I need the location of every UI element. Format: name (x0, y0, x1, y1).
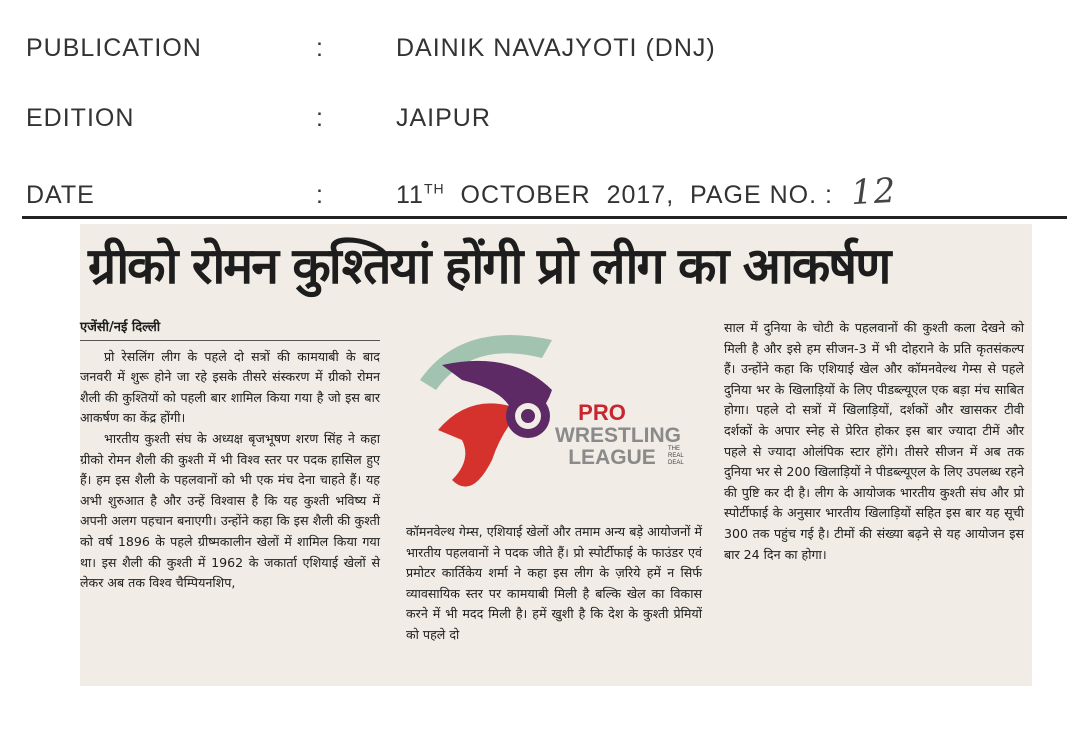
date-rest: OCTOBER 2017, PAGE NO. : (460, 181, 833, 209)
newspaper-clipping (80, 224, 1032, 686)
publication-value: DAINIK NAVAJYOTI (DNJ) (396, 34, 716, 62)
edition-value: JAIPUR (396, 104, 491, 132)
date-suffix: TH (423, 180, 445, 197)
publication-colon: : (316, 34, 324, 62)
article-dateline: एजेंसी/नई दिल्ली (80, 318, 380, 341)
edition-label: EDITION (26, 104, 135, 132)
article-paragraph: कॉमनवेल्थ गेम्स, एशियाई खेलों और तमाम अन्य बड़े आयोजनों में भारतीय पहलवानों ने पदक जीते हैं। प्रो स्पोर्टीफाई के फाउंडर एवं प्रमोटर कार्तिकेय शर्मा ने कहा इस लीग के ज़रिये हमें न सिर्फ व्यावसायिक स्तर पर कामयाबी मिली है बल्कि खेल का विकास करने में भी मदद मिली है। हमें खुशी है कि देश के कुश्ती प्रेमियों को पहले दो (406, 524, 702, 642)
date-value (396, 172, 896, 212)
date-colon: : (316, 181, 324, 209)
header-divider (22, 216, 1067, 219)
article-headline: ग्रीको रोमन कुश्तियां होंगी प्रो लीग का आकर्षण (88, 237, 890, 295)
logo-text-league: LEAGUE (568, 446, 656, 469)
article-paragraph: प्रो रेसलिंग लीग के पहले दो सत्रों की कामयाबी के बाद जनवरी में शुरू होने जा रहे इसके तीसरे संस्करण में ग्रीको रोमन शैली की कुश्तियों को पहली बार शामिल किया गया है जो इस बार आकर्षण का केंद्र होंगी। (80, 348, 380, 426)
article-column-middle (406, 522, 702, 646)
pro-wrestling-league-logo (402, 310, 702, 510)
edition-colon: : (316, 104, 324, 132)
article-column-right (724, 318, 1024, 565)
article-paragraph: भारतीय कुश्ती संघ के अध्यक्ष बृजभूषण शरण सिंह ने कहा ग्रीको रोमन शैली की कुश्ती में भी विश्व स्तर पर पदक हासिल हुए हैं। हम इस शैली के पहलवानों को भी एक मंच देना चाहते हैं। यह अभी शुरुआत है और उन्हें विश्वास है कि यह कुश्ती भविष्य में अपनी अलग पहचान बनाएगी। उन्होंने कहा कि इस शैली की कुश्ती को वर्ष 1896 के पहले ग्रीष्मकालीन खेलों में शामिल किया गया था। इस शैली की कुश्ती में 1962 के जकार्ता एशियाई खेलों से लेकर अब तक विश्व चैम्पियनशिप, (80, 430, 380, 591)
logo-ring-core (521, 409, 535, 423)
page-number-handwritten: 12 (849, 170, 898, 214)
date-day: 11 (396, 181, 424, 209)
publication-row (26, 34, 716, 63)
logo-tagline-3: DEAL (668, 460, 684, 466)
logo-tagline-2: REAL (668, 453, 684, 459)
article-column-left (80, 318, 380, 594)
publication-label: PUBLICATION (26, 34, 202, 62)
date-row (26, 172, 896, 212)
logo-graphic (402, 310, 702, 510)
logo-text-pro: PRO (578, 400, 626, 425)
date-label: DATE (26, 181, 95, 209)
logo-tagline-1: THE (668, 446, 680, 452)
article-paragraph: साल में दुनिया के चोटी के पहलवानों की कुश्ती कला देखने को मिली है और इसे हम सीजन-3 में भी दोहराने के प्रति कृतसंकल्प हैं। उन्होंने कहा कि एशियाई खेल और कॉमनवेल्थ गेम्स से पहले दुनिया भर के खिलाड़ियों के लिए पीडब्ल्यूएल एक बड़ा मंच साबित होगा। पहले दो सत्रों में खिलाड़ियों, दर्शकों और खासकर टीवी दर्शकों के अपार स्नेह से प्रेरित होकर इस बार ज्यादा टीमें और पहले से ज्यादा ओलंपिक स्टार होंगे। तीसरे सीजन में अब तक दुनिया भर से 200 खिलाड़ियों ने पीडब्ल्यूएल के लिए उपलब्ध रहने की पुष्टि कर दी है। लीग के आयोजक भारतीय कुश्ती संघ और प्रो स्पोर्टीफाई के अनुसार भारतीय खिलाड़ियों सहित इस बार यह सूची 300 तक पहुंच गई है। टीमों की संख्या बढ़ने से यह आयोजन इस बार 24 दिन का होगा। (724, 320, 1024, 562)
edition-row (26, 104, 491, 133)
logo-text-wrestling: WRESTLING (555, 424, 681, 447)
